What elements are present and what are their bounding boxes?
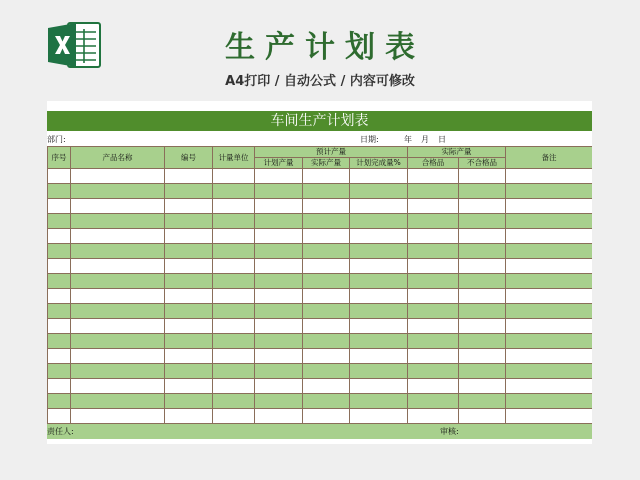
table-cell[interactable] <box>303 199 350 214</box>
table-cell[interactable] <box>350 349 408 364</box>
table-cell[interactable] <box>506 364 592 379</box>
table-cell[interactable] <box>506 349 592 364</box>
table-row <box>48 379 593 394</box>
table-cell[interactable] <box>408 229 459 244</box>
table-cell[interactable] <box>255 394 303 409</box>
page-title: 生产计划表 <box>225 30 425 65</box>
table-cell[interactable] <box>350 274 408 289</box>
month-label: 月 <box>421 135 429 144</box>
table-cell[interactable] <box>350 214 408 229</box>
table-cell[interactable] <box>459 229 506 244</box>
table-cell[interactable] <box>303 319 350 334</box>
table-cell[interactable] <box>350 244 408 259</box>
table-cell[interactable] <box>459 289 506 304</box>
page-subtitle: A4打印 / 自动公式 / 内容可修改 <box>225 74 415 89</box>
table-cell[interactable] <box>165 274 213 289</box>
table-cell[interactable] <box>506 304 592 319</box>
table-cell[interactable] <box>213 259 255 274</box>
table-cell[interactable] <box>303 229 350 244</box>
table-cell[interactable] <box>350 289 408 304</box>
table-cell[interactable] <box>255 184 303 199</box>
table-cell[interactable] <box>303 379 350 394</box>
table-cell[interactable] <box>303 334 350 349</box>
table-cell[interactable] <box>506 214 592 229</box>
table-cell[interactable] <box>165 349 213 364</box>
table-cell[interactable] <box>48 244 71 259</box>
table-cell[interactable] <box>71 334 165 349</box>
table-cell[interactable] <box>48 289 71 304</box>
table-cell[interactable] <box>459 379 506 394</box>
table-cell[interactable] <box>408 349 459 364</box>
table-cell[interactable] <box>165 259 213 274</box>
table-row <box>48 229 593 244</box>
table-cell[interactable] <box>408 319 459 334</box>
table-cell[interactable] <box>408 169 459 184</box>
table-cell[interactable] <box>165 199 213 214</box>
table-cell[interactable] <box>506 289 592 304</box>
col-group-planned: 预计产量 <box>255 147 408 158</box>
table-cell[interactable] <box>350 304 408 319</box>
table-cell[interactable] <box>213 364 255 379</box>
sheet-footer <box>47 423 592 439</box>
table-cell[interactable] <box>255 259 303 274</box>
table-cell[interactable] <box>48 409 71 424</box>
table-cell[interactable] <box>303 304 350 319</box>
table-cell[interactable] <box>213 229 255 244</box>
table-cell[interactable] <box>350 184 408 199</box>
col-product-name: 产品名称 <box>71 147 165 169</box>
table-cell[interactable] <box>459 394 506 409</box>
date-label: 日期: <box>360 135 379 144</box>
table-cell[interactable] <box>506 259 592 274</box>
table-cell[interactable] <box>213 214 255 229</box>
table-cell[interactable] <box>213 394 255 409</box>
table-cell[interactable] <box>408 394 459 409</box>
table-cell[interactable] <box>48 259 71 274</box>
table-cell[interactable] <box>255 289 303 304</box>
table-cell[interactable] <box>459 214 506 229</box>
col-remarks: 备注 <box>506 147 592 169</box>
year-label: 年 <box>404 135 412 144</box>
table-cell[interactable] <box>48 214 71 229</box>
table-cell[interactable] <box>71 244 165 259</box>
col-actual-output: 实际产量 <box>303 158 350 169</box>
table-cell[interactable] <box>350 334 408 349</box>
table-cell[interactable] <box>408 244 459 259</box>
table-cell[interactable] <box>408 334 459 349</box>
spreadsheet-preview <box>47 101 592 444</box>
table-cell[interactable] <box>303 289 350 304</box>
table-cell[interactable] <box>255 349 303 364</box>
table-cell[interactable] <box>71 394 165 409</box>
table-cell[interactable] <box>459 169 506 184</box>
table-cell[interactable] <box>506 244 592 259</box>
table-cell[interactable] <box>459 259 506 274</box>
table-cell[interactable] <box>303 349 350 364</box>
table-row <box>48 199 593 214</box>
table-cell[interactable] <box>303 394 350 409</box>
table-cell[interactable] <box>459 364 506 379</box>
table-cell[interactable] <box>48 319 71 334</box>
col-group-actual: 实际产量 <box>408 147 506 158</box>
table-cell[interactable] <box>255 244 303 259</box>
table-cell[interactable] <box>165 184 213 199</box>
table-cell[interactable] <box>408 304 459 319</box>
table-cell[interactable] <box>165 319 213 334</box>
table-cell[interactable] <box>255 364 303 379</box>
table-cell[interactable] <box>165 334 213 349</box>
table-cell[interactable] <box>506 229 592 244</box>
table-cell[interactable] <box>71 274 165 289</box>
table-cell[interactable] <box>213 319 255 334</box>
table-cell[interactable] <box>213 199 255 214</box>
table-cell[interactable] <box>303 364 350 379</box>
table-cell[interactable] <box>408 289 459 304</box>
table-cell[interactable] <box>303 184 350 199</box>
table-cell[interactable] <box>71 304 165 319</box>
table-row <box>48 304 593 319</box>
table-cell[interactable] <box>255 319 303 334</box>
table-cell[interactable] <box>506 394 592 409</box>
table-cell[interactable] <box>165 244 213 259</box>
table-row <box>48 364 593 379</box>
table-cell[interactable] <box>408 409 459 424</box>
table-row <box>48 409 593 424</box>
table-cell[interactable] <box>213 349 255 364</box>
table-cell[interactable] <box>506 199 592 214</box>
table-cell[interactable] <box>71 364 165 379</box>
table-cell[interactable] <box>506 319 592 334</box>
table-cell[interactable] <box>459 304 506 319</box>
plan-table <box>47 146 592 424</box>
table-cell[interactable] <box>303 214 350 229</box>
col-unqualified: 不合格品 <box>459 158 506 169</box>
table-cell[interactable] <box>165 394 213 409</box>
table-cell[interactable] <box>350 169 408 184</box>
table-cell[interactable] <box>506 409 592 424</box>
table-cell[interactable] <box>255 199 303 214</box>
table-cell[interactable] <box>165 364 213 379</box>
table-cell[interactable] <box>506 184 592 199</box>
table-cell[interactable] <box>255 409 303 424</box>
table-cell[interactable] <box>48 364 71 379</box>
table-cell[interactable] <box>303 274 350 289</box>
table-cell[interactable] <box>165 214 213 229</box>
table-cell[interactable] <box>71 379 165 394</box>
table-cell[interactable] <box>350 199 408 214</box>
table-cell[interactable] <box>459 334 506 349</box>
table-cell[interactable] <box>71 229 165 244</box>
table-cell[interactable] <box>506 169 592 184</box>
table-cell[interactable] <box>255 214 303 229</box>
table-cell[interactable] <box>506 274 592 289</box>
table-cell[interactable] <box>71 169 165 184</box>
table-cell[interactable] <box>213 244 255 259</box>
table-cell[interactable] <box>506 379 592 394</box>
table-cell[interactable] <box>48 394 71 409</box>
table-cell[interactable] <box>459 184 506 199</box>
table-cell[interactable] <box>303 409 350 424</box>
table-cell[interactable] <box>408 379 459 394</box>
table-row <box>48 184 593 199</box>
table-cell[interactable] <box>350 319 408 334</box>
sheet-title: 车间生产计划表 <box>47 111 592 131</box>
table-cell[interactable] <box>350 394 408 409</box>
table-row <box>48 349 593 364</box>
table-cell[interactable] <box>48 199 71 214</box>
table-cell[interactable] <box>408 259 459 274</box>
table-cell[interactable] <box>506 334 592 349</box>
table-cell[interactable] <box>255 334 303 349</box>
day-label: 日 <box>438 135 446 144</box>
table-cell[interactable] <box>350 364 408 379</box>
table-cell[interactable] <box>213 184 255 199</box>
table-row <box>48 274 593 289</box>
table-row <box>48 169 593 184</box>
table-cell[interactable] <box>350 229 408 244</box>
table-cell[interactable] <box>303 169 350 184</box>
table-cell[interactable] <box>213 304 255 319</box>
review-label: 审核: <box>440 427 459 436</box>
table-cell[interactable] <box>213 169 255 184</box>
col-code: 编号 <box>165 147 213 169</box>
table-row <box>48 394 593 409</box>
department-label: 部门: <box>47 135 66 144</box>
table-cell[interactable] <box>165 229 213 244</box>
table-cell[interactable] <box>71 289 165 304</box>
table-cell[interactable] <box>213 409 255 424</box>
table-cell[interactable] <box>255 169 303 184</box>
table-row <box>48 289 593 304</box>
col-qualified: 合格品 <box>408 158 459 169</box>
table-cell[interactable] <box>350 409 408 424</box>
table-cell[interactable] <box>71 259 165 274</box>
table-cell[interactable] <box>48 379 71 394</box>
table-cell[interactable] <box>71 409 165 424</box>
table-cell[interactable] <box>48 334 71 349</box>
table-cell[interactable] <box>459 319 506 334</box>
col-unit: 计量单位 <box>213 147 255 169</box>
table-cell[interactable] <box>459 349 506 364</box>
table-cell[interactable] <box>213 379 255 394</box>
table-cell[interactable] <box>255 274 303 289</box>
table-cell[interactable] <box>165 169 213 184</box>
table-cell[interactable] <box>459 409 506 424</box>
table-row <box>48 244 593 259</box>
table-cell[interactable] <box>350 259 408 274</box>
table-cell[interactable] <box>48 184 71 199</box>
table-cell[interactable] <box>459 274 506 289</box>
table-cell[interactable] <box>213 274 255 289</box>
table-cell[interactable] <box>459 199 506 214</box>
table-row <box>48 319 593 334</box>
table-cell[interactable] <box>165 409 213 424</box>
table-cell[interactable] <box>71 349 165 364</box>
table-row <box>48 214 593 229</box>
table-cell[interactable] <box>408 214 459 229</box>
table-cell[interactable] <box>165 289 213 304</box>
table-cell[interactable] <box>71 184 165 199</box>
table-row <box>48 259 593 274</box>
table-cell[interactable] <box>255 229 303 244</box>
col-seq: 序号 <box>48 147 71 169</box>
table-cell[interactable] <box>303 259 350 274</box>
table-cell[interactable] <box>165 379 213 394</box>
table-cell[interactable] <box>303 244 350 259</box>
table-cell[interactable] <box>255 304 303 319</box>
col-completion-rate: 计划完成量% <box>350 158 408 169</box>
table-row <box>48 334 593 349</box>
table-cell[interactable] <box>408 364 459 379</box>
table-cell[interactable] <box>408 199 459 214</box>
table-cell[interactable] <box>408 184 459 199</box>
col-planned-output: 计划产量 <box>255 158 303 169</box>
table-cell[interactable] <box>408 274 459 289</box>
table-cell[interactable] <box>213 289 255 304</box>
table-cell[interactable] <box>48 169 71 184</box>
responsible-label: 责任人: <box>47 427 74 436</box>
table-cell[interactable] <box>71 214 165 229</box>
table-cell[interactable] <box>213 334 255 349</box>
table-cell[interactable] <box>48 274 71 289</box>
table-cell[interactable] <box>71 319 165 334</box>
table-cell[interactable] <box>71 199 165 214</box>
table-cell[interactable] <box>48 304 71 319</box>
table-cell[interactable] <box>48 349 71 364</box>
table-cell[interactable] <box>459 244 506 259</box>
table-cell[interactable] <box>48 229 71 244</box>
table-cell[interactable] <box>255 379 303 394</box>
table-cell[interactable] <box>350 379 408 394</box>
table-cell[interactable] <box>165 304 213 319</box>
